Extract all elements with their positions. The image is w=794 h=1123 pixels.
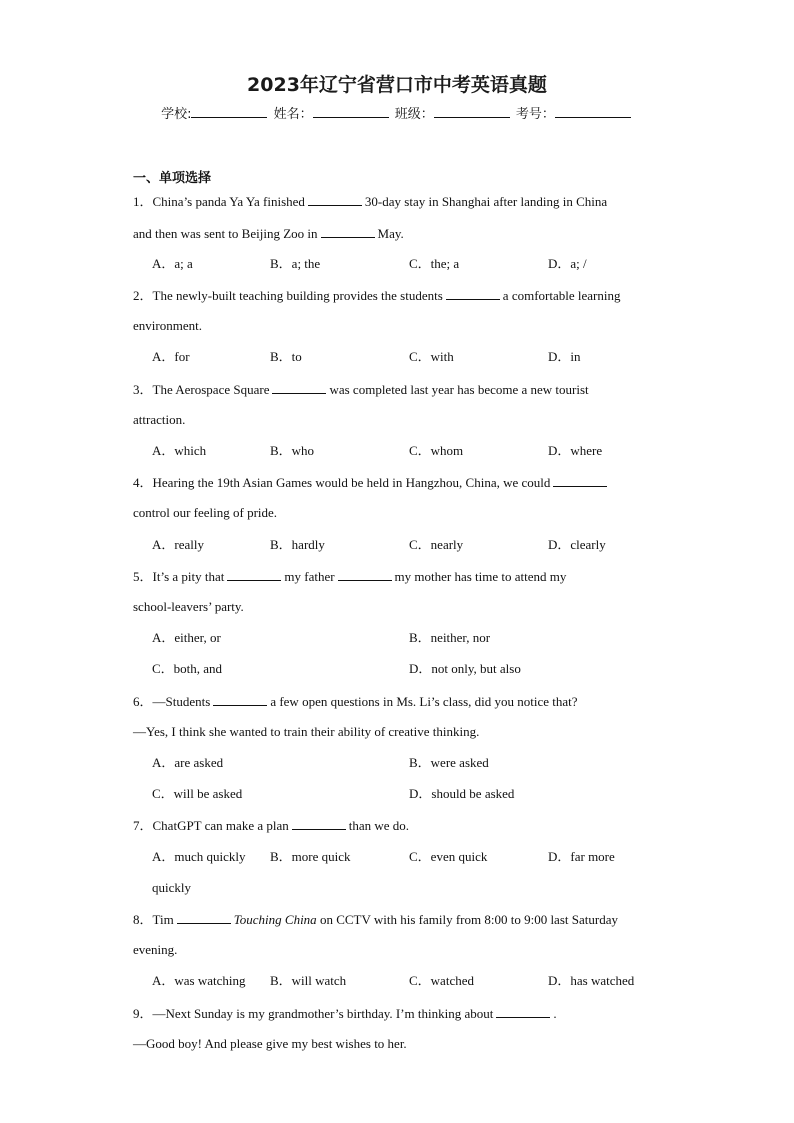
option-b: B．were asked [409, 755, 489, 770]
question-2 [133, 287, 620, 304]
question-text: Hearing the 19th Asian Games would be held in Hangzhou, China, we could [152, 475, 551, 490]
option-c: C．will be asked [152, 786, 243, 801]
name-label: 姓名： [273, 107, 313, 122]
class-blank [434, 105, 510, 118]
question-text: . [553, 1006, 557, 1021]
number-label: 考号： [515, 107, 555, 122]
answer-blank [321, 225, 375, 238]
option-b: B．to [270, 349, 302, 364]
question-text: was completed last year has become a new tourist [329, 382, 589, 397]
option-d: D．far more [548, 849, 615, 864]
question-number: 9． [133, 1006, 153, 1021]
question-1-cont [133, 225, 404, 242]
number-blank [555, 105, 631, 118]
question-7 [133, 817, 409, 834]
answer-blank [292, 817, 346, 830]
option-d: D．a; / [548, 256, 587, 271]
class-label: 班级： [394, 107, 434, 122]
answer-blank [446, 287, 500, 300]
question-8-cont [133, 942, 177, 958]
option-b: B．neither, nor [409, 630, 491, 645]
option-d: D．has watched [548, 973, 635, 988]
question-number: 4． [133, 475, 153, 490]
question-number: 5． [133, 569, 153, 584]
question-number: 6． [133, 694, 153, 709]
option-d: D．clearly [548, 537, 606, 552]
question-9 [133, 1005, 557, 1022]
question-text: a few open questions in Ms. Li’s class, did you notice that? [270, 694, 578, 709]
option-a: A．which [152, 443, 207, 458]
question-6-cont [133, 724, 479, 740]
question-5-cont [133, 599, 244, 615]
option-a: A．for [152, 349, 190, 364]
option-b: B．a; the [270, 256, 321, 271]
question-2-cont [133, 318, 202, 334]
option-c: C．watched [409, 973, 474, 988]
question-6 [133, 693, 578, 710]
answer-blank [308, 193, 362, 206]
question-text: The newly-built teaching building provides the students [152, 288, 443, 303]
question-1 [133, 193, 607, 210]
question-text: —Next Sunday is my grandmother’s birthday. I’m thinking about [152, 1006, 494, 1021]
program-title: Touching China [233, 912, 317, 927]
option-d: D．not only, but also [409, 661, 521, 676]
question-text: a comfortable learning [502, 288, 621, 303]
option-b: B．more quick [270, 849, 351, 864]
question-9-cont [133, 1036, 407, 1052]
answer-blank [272, 381, 326, 394]
option-b: B．who [270, 443, 315, 458]
section-heading: 一、单项选择 [133, 171, 212, 186]
option-a-wrap: quickly [152, 880, 191, 895]
question-text: China’s panda Ya Ya finished [152, 194, 305, 209]
option-b: B．will watch [270, 973, 347, 988]
question-text: on CCTV with his family from 8:00 to 9:00 last Saturday [319, 912, 618, 927]
question-text: —Students [152, 694, 211, 709]
question-text: —Yes, I think she wanted to train their ability of creative thinking. [133, 724, 480, 739]
question-text: 30-day stay in Shanghai after landing in China [364, 194, 608, 209]
answer-blank [213, 693, 267, 706]
option-a: A．either, or [152, 630, 221, 645]
question-number: 1． [133, 194, 153, 209]
option-d: D．in [548, 349, 581, 364]
question-text: Tim [152, 912, 174, 927]
question-8 [133, 911, 618, 928]
question-number: 8． [133, 912, 153, 927]
option-c: C．the; a [409, 256, 460, 271]
question-text: my mother has time to attend my [394, 569, 567, 584]
option-a: A．are asked [152, 755, 224, 770]
answer-blank [338, 568, 392, 581]
question-text: my father [284, 569, 335, 584]
option-c: C．even quick [409, 849, 488, 864]
question-number: 3． [133, 382, 153, 397]
question-3 [133, 381, 589, 398]
question-number: 7． [133, 818, 153, 833]
answer-blank [553, 474, 607, 487]
option-c: C．nearly [409, 537, 464, 552]
option-c: C．both, and [152, 661, 223, 676]
question-text: evening. [133, 942, 178, 957]
school-label: 学校: [161, 107, 192, 122]
student-info-line [0, 103, 794, 122]
answer-blank [496, 1005, 550, 1018]
question-text: The Aerospace Square [152, 382, 270, 397]
question-3-cont [133, 412, 185, 428]
question-4-cont [133, 505, 277, 521]
school-blank [191, 105, 267, 118]
option-a: A．was watching [152, 973, 246, 988]
question-5 [133, 568, 566, 585]
option-a: A．a; a [152, 256, 193, 271]
question-text: It’s a pity that [152, 569, 225, 584]
answer-blank [177, 911, 231, 924]
page-title: 2023年辽宁省营口市中考英语真题 [247, 74, 547, 96]
question-number: 2． [133, 288, 153, 303]
question-text: and then was sent to Beijing Zoo in [133, 226, 318, 241]
name-blank [313, 105, 389, 118]
answer-blank [227, 568, 281, 581]
option-a: A．really [152, 537, 204, 552]
option-c: C．with [409, 349, 454, 364]
option-a: A．much quickly [152, 849, 246, 864]
question-text: —Good boy! And please give my best wishes to her. [133, 1036, 407, 1051]
option-b: B．hardly [270, 537, 325, 552]
question-text: school-leavers’ party. [133, 599, 244, 614]
question-text: May. [377, 226, 404, 241]
question-text: ChatGPT can make a plan [152, 818, 289, 833]
option-d: D．where [548, 443, 603, 458]
option-c: C．whom [409, 443, 464, 458]
option-d: D．should be asked [409, 786, 515, 801]
question-text: control our feeling of pride. [133, 505, 278, 520]
question-4 [133, 474, 610, 491]
question-text: than we do. [348, 818, 410, 833]
question-text: environment. [133, 318, 202, 333]
question-text: attraction. [133, 412, 186, 427]
